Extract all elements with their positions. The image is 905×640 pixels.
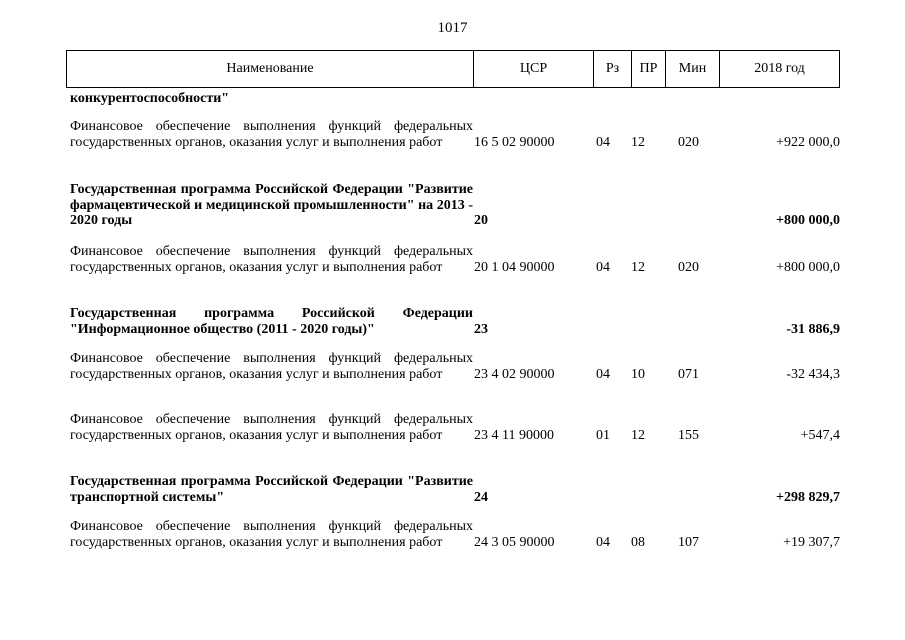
- row-csr: 23: [474, 321, 488, 337]
- row-name: Государственная программа Российской Федерации "Развитие фармацевтической и медицинской промышленности" на 2013 - 2020 годы: [70, 182, 473, 229]
- row-rz: 04: [596, 134, 610, 150]
- table-row: [70, 351, 840, 382]
- header-rz: Рз: [593, 51, 631, 87]
- header-pr: ПР: [631, 51, 665, 87]
- table-row: [70, 474, 840, 505]
- row-sum: +800 000,0: [776, 259, 840, 275]
- table-row: [70, 244, 840, 275]
- row-csr: 16 5 02 90000: [474, 134, 555, 150]
- row-sum: +922 000,0: [776, 134, 840, 150]
- row-sum: -31 886,9: [786, 321, 840, 337]
- row-pr: 12: [631, 427, 645, 443]
- table-row: [70, 519, 840, 550]
- row-csr: 23 4 11 90000: [474, 427, 554, 443]
- header-min: Мин: [665, 51, 719, 87]
- row-sum: +298 829,7: [776, 489, 840, 505]
- row-csr: 24 3 05 90000: [474, 534, 555, 550]
- row-min: 020: [678, 134, 699, 150]
- row-rz: 04: [596, 259, 610, 275]
- row-csr: 20 1 04 90000: [474, 259, 555, 275]
- row-rz: 04: [596, 366, 610, 382]
- row-pr: 12: [631, 134, 645, 150]
- row-sum: +547,4: [800, 427, 840, 443]
- row-name: Финансовое обеспечение выполнения функций федеральных государственных органов, оказания услуг и выполнения работ: [70, 119, 473, 150]
- row-sum: +800 000,0: [776, 213, 840, 229]
- row-name: Финансовое обеспечение выполнения функций федеральных государственных органов, оказания услуг и выполнения работ: [70, 244, 473, 275]
- row-pr: 12: [631, 259, 645, 275]
- row-min: 155: [678, 427, 699, 443]
- row-min: 020: [678, 259, 699, 275]
- row-min: 107: [678, 534, 699, 550]
- table-row: [70, 182, 840, 229]
- row-pr: 10: [631, 366, 645, 382]
- row-min: 071: [678, 366, 699, 382]
- carryover-text: конкурентоспособности": [70, 91, 230, 106]
- row-name: Финансовое обеспечение выполнения функций федеральных государственных органов, оказания услуг и выполнения работ: [70, 519, 473, 550]
- row-sum: -32 434,3: [786, 366, 840, 382]
- header-year: 2018 год: [719, 51, 839, 87]
- page-number: 1017: [437, 20, 468, 36]
- row-csr: 20: [474, 213, 488, 229]
- row-name: Государственная программа Российской Федерации "Информационное общество (2011 - 2020 годы)": [70, 306, 473, 337]
- row-name: Финансовое обеспечение выполнения функций федеральных государственных органов, оказания услуг и выполнения работ: [70, 351, 473, 382]
- table-row: [70, 306, 840, 337]
- table-row: [70, 119, 840, 150]
- row-sum: +19 307,7: [783, 534, 840, 550]
- row-rz: 01: [596, 427, 610, 443]
- row-pr: 08: [631, 534, 645, 550]
- row-csr: 23 4 02 90000: [474, 366, 555, 382]
- header-csr: ЦСР: [473, 51, 593, 87]
- row-csr: 24: [474, 489, 488, 505]
- row-rz: 04: [596, 534, 610, 550]
- table-header: [66, 50, 840, 88]
- table-row: [70, 412, 840, 443]
- header-name: Наименование: [226, 61, 314, 76]
- row-name: Финансовое обеспечение выполнения функций федеральных государственных органов, оказания услуг и выполнения работ: [70, 412, 473, 443]
- row-name: Государственная программа Российской Федерации "Развитие транспортной системы": [70, 474, 473, 505]
